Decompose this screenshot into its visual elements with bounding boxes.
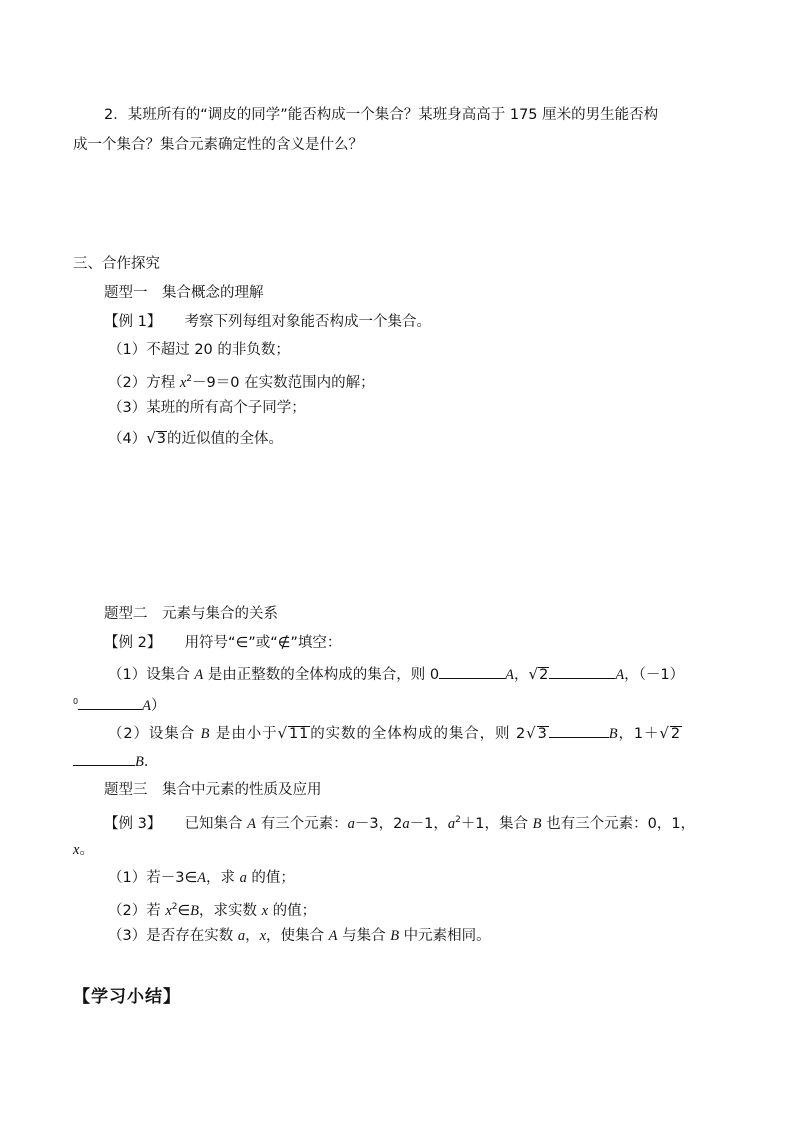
p1-mid: 是由正整数的全体构成的集合，则 0 — [203, 667, 440, 683]
p2-mid2: 的实数的全体构成的集合，则 2 — [310, 726, 527, 742]
p2-mid: 是由小于 — [210, 726, 278, 742]
set-A: A — [197, 870, 206, 886]
exponent: 2 — [455, 815, 461, 825]
sqrt-3: √3 — [146, 429, 167, 447]
sqrt-2: √2 — [528, 665, 549, 683]
example1-item2 — [108, 369, 375, 393]
example2-part2-cont — [73, 751, 158, 772]
answer-blank-4[interactable] — [549, 723, 609, 738]
close-paren: ） — [150, 697, 166, 714]
var-x: x — [179, 374, 187, 391]
example2-part1-cont — [73, 692, 165, 716]
example1-item3: （3）某班的所有高个子同学； — [108, 400, 306, 416]
var-a: a — [402, 815, 410, 832]
set-A: A — [247, 815, 257, 832]
exponent: 2 — [186, 374, 193, 384]
comma: ， — [624, 667, 639, 683]
var-a: a — [347, 815, 355, 832]
q2-line2: 成一个集合？集合元素确定性的含义是什么？ — [73, 137, 363, 153]
var-x: x — [261, 902, 269, 919]
q3-text: （3）是否存在实数 — [108, 928, 238, 944]
set-A: A — [505, 667, 515, 683]
p1-prefix: （1）设集合 — [108, 667, 195, 683]
e3-text: 也有三个元素：0，1， — [541, 815, 696, 832]
example1-item4 — [108, 428, 283, 449]
q1-text: 的值； — [246, 870, 295, 886]
q2-text: ∈ — [177, 902, 191, 919]
q3-text: 中元素相同。 — [399, 928, 491, 944]
sqrt-3: √3 — [526, 724, 548, 742]
type1-title: 题型一 集合概念的理解 — [104, 285, 264, 301]
p1-neg-one: （－1） — [638, 667, 685, 683]
e3-text: 有三个元素： — [256, 815, 348, 832]
var-a: a — [447, 815, 456, 832]
item4-suffix: 的近似值的全体。 — [167, 431, 284, 447]
q1-text: （1）若－3∈ — [108, 870, 198, 886]
example2 — [104, 633, 341, 653]
q3-text: ， — [245, 928, 260, 944]
e3-end: 。 — [79, 842, 94, 858]
var-x: x — [73, 842, 80, 858]
example1-item1: （1）不超过 20 的非负数； — [108, 342, 290, 358]
example3-q2 — [108, 897, 316, 921]
example1-text: 考察下列每组对象能否构成一个集合。 — [184, 314, 432, 330]
set-B: B — [135, 754, 144, 770]
answer-blank-2[interactable] — [549, 664, 615, 679]
item2-prefix: （2）方程 — [108, 374, 180, 391]
p2-prefix: （2）设集合 — [108, 726, 201, 742]
q1-text: ，求 — [205, 870, 240, 886]
example3-q3 — [108, 926, 491, 946]
q2-line1: 2．某班所有的“调皮的同学”能否构成一个集合？某班身高高于 175 厘米的男生能否构 — [104, 107, 659, 123]
e3-text: 已知集合 — [184, 815, 248, 832]
q3-text: ，使集合 — [266, 928, 329, 944]
var-a: a — [237, 928, 246, 944]
sqrt-11: √11 — [277, 724, 310, 742]
period: ． — [143, 754, 159, 770]
example3-cont — [73, 840, 94, 860]
section3-title: 三、合作探究 — [73, 256, 160, 272]
type2-title: 题型二 元素与集合的关系 — [104, 606, 278, 622]
item2-suffix: －9＝0 在实数范围内的解； — [192, 374, 375, 391]
comma: ， — [514, 667, 529, 683]
set-A: A — [194, 667, 204, 683]
var-x: x — [165, 902, 172, 919]
q2-text: ，求实数 — [199, 902, 262, 919]
zero-exponent: 0 — [73, 697, 79, 706]
set-B: B — [200, 726, 211, 742]
exponent: 2 — [171, 902, 178, 912]
example2-label: 【例 2】 — [104, 635, 162, 651]
answer-blank-3[interactable] — [78, 695, 142, 710]
set-A: A — [615, 667, 625, 683]
e3-text: －1， — [409, 815, 448, 832]
e3-text: －3，2 — [354, 815, 403, 832]
item4-prefix: （4） — [108, 431, 147, 447]
q3-text: 与集合 — [337, 928, 391, 944]
set-B: B — [608, 726, 619, 742]
example3-q1 — [108, 868, 295, 888]
q2-text: （2）若 — [108, 902, 166, 919]
p2-plus: ，1＋ — [618, 726, 660, 742]
example3 — [104, 810, 695, 834]
example1-label: 【例 1】 — [104, 314, 162, 330]
type3-title: 题型三 集合中元素的性质及应用 — [104, 782, 322, 798]
set-A: A — [142, 697, 151, 714]
var-x: x — [259, 928, 267, 944]
set-B: B — [390, 928, 400, 944]
summary-title: 【学习小结】 — [73, 987, 181, 1007]
example1 — [104, 312, 431, 332]
q2-text: 的值； — [268, 902, 317, 919]
set-B: B — [532, 815, 542, 832]
sqrt-2: √2 — [659, 724, 682, 742]
answer-blank-5[interactable] — [73, 751, 135, 766]
example2-text: 用符号“∈”或“∉”填空： — [184, 635, 342, 651]
answer-blank-1[interactable] — [439, 664, 505, 679]
set-A: A — [328, 928, 338, 944]
set-B: B — [190, 902, 200, 919]
example2-part1 — [108, 664, 684, 685]
e3-text: ＋1，集合 — [460, 815, 533, 832]
example3-label: 【例 3】 — [104, 815, 162, 832]
example2-part2 — [108, 723, 682, 744]
var-a: a — [239, 870, 247, 886]
